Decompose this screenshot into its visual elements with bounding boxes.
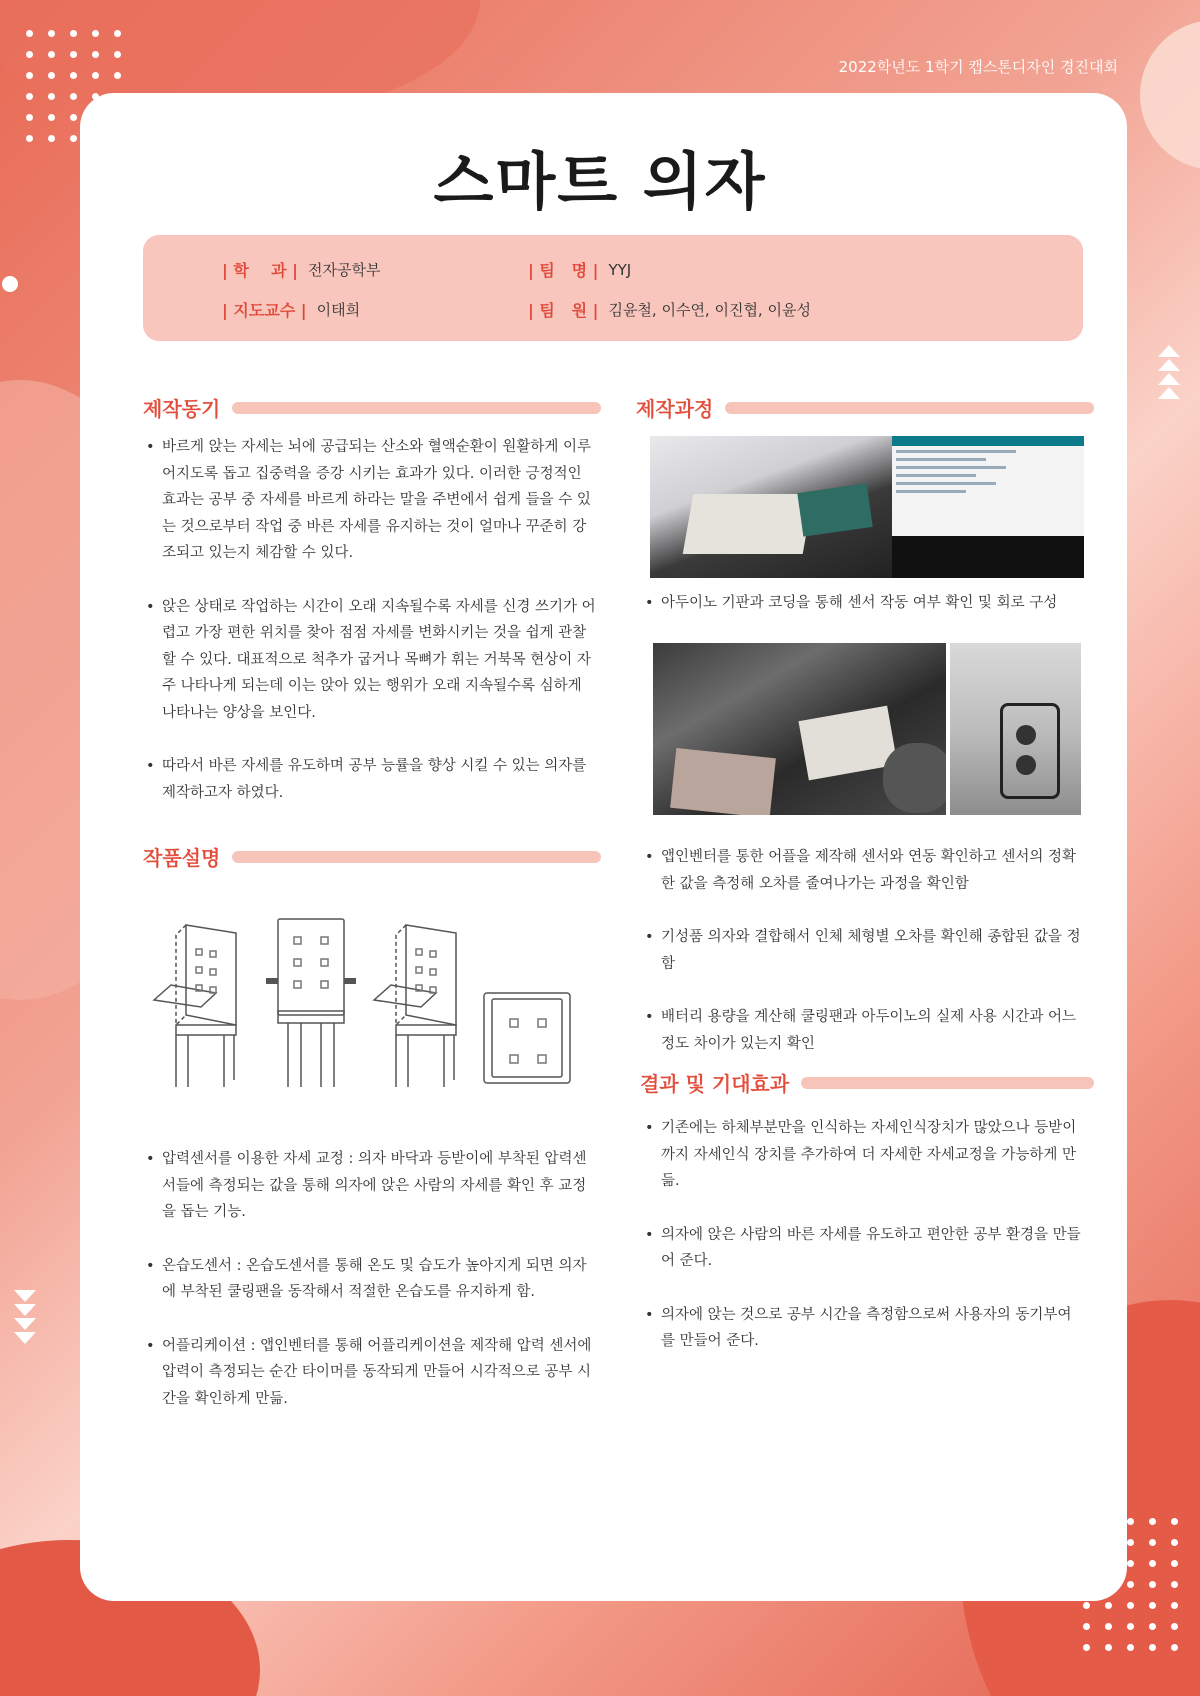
list-item: • 기존에는 하체부분만을 인식하는 자세인식장치가 많았으나 등받이까지 자세인식 장치를 추가하여 더 자세한 자세교정을 가능하게 만듦.: [645, 1115, 1085, 1195]
list-item: • 앱인벤터를 통한 어플을 제작해 센서와 연동 확인하고 센서의 정확한 값을 측정해 오차를 줄여나가는 과정을 확인함: [645, 844, 1085, 897]
list-item: • 배터리 용량을 계산해 쿨링팬과 아두이노의 실제 사용 시간과 어느 정도 차이가 있는지 확인: [645, 1004, 1085, 1057]
section-bar: [725, 402, 1094, 414]
section-title: 제작과정: [636, 397, 714, 421]
process-list: [645, 844, 1085, 1057]
chair-diagram: [146, 915, 606, 1095]
section-title: 결과 및 기대효과: [640, 1072, 790, 1096]
list-item: • 어플리케이션 : 앱인벤터를 통해 어플리케이션을 제작해 압력 센서에 압력이 측정되는 순간 타이머를 동작되게 만들어 시각적으로 공부 시간을 확인하게 만듦.: [146, 1333, 596, 1413]
results-list: [645, 1115, 1085, 1355]
section-title: 제작동기: [143, 397, 221, 421]
section-bar: [232, 851, 601, 863]
up-arrows-icon: [1158, 345, 1180, 399]
list-item: • 바르게 앉는 자세는 뇌에 공급되는 산소와 혈액순환이 원활하게 이루어지도록 돕고 집중력을 증강 시키는 효과가 있다. 이러한 긍정적인 효과는 공부 중 자세를 바르게 하라는 말을 주변에서 쉽게 들을 수 있는 것으로부터 작업 중 바른 자세를 유지하는 것이 얼마나 꾸준히 강조되고 있는지 체감할 수 있다.: [146, 434, 596, 567]
members-value: 김윤철, 이수연, 이진협, 이윤성: [608, 301, 811, 319]
process-caption: [645, 590, 1085, 617]
list-item: • 앉은 상태로 작업하는 시간이 오래 지속될수록 자세를 신경 쓰기가 어렵고 가장 편한 위치를 찾아 점점 자세를 변화시키는 것을 쉽게 관찰할 수 있다. 대표적으로 척추가 굽거나 목뼈가 휘는 거북목 현상이 자주 나타나게 되는데 이는 앉아 있는 행위가 오래 지속될수록 심하게 나타나는 양상을 보인다.: [146, 594, 596, 727]
chair-sensor-photo: [950, 643, 1081, 815]
list-item: • 따라서 바른 자세를 유도하며 공부 능률을 향상 시킬 수 있는 의자를 제작하고자 하였다.: [146, 753, 596, 806]
members-label: | 팀 원 |: [528, 301, 599, 320]
app-test-photo: [653, 643, 946, 815]
motivation-list: [146, 434, 596, 806]
section-title: 작품설명: [143, 846, 221, 870]
arduino-breadboard-photo: [650, 436, 892, 578]
list-item: • 아두이노 기판과 코딩을 통해 센서 작동 여부 확인 및 회로 구성: [645, 590, 1085, 617]
list-item: • 온습도센서 : 온습도센서를 통해 온도 및 습도가 높아지게 되면 의자에 부착된 쿨링팬을 동작해서 적절한 온습도를 유지하게 함.: [146, 1253, 596, 1306]
section-header-description: [143, 842, 601, 871]
info-advisor: [222, 298, 360, 321]
section-header-results: [640, 1068, 1094, 1097]
info-department: [222, 258, 380, 281]
event-name: 2022학년도 1학기 캡스톤디자인 경진대회: [838, 58, 1118, 76]
description-list: [146, 1146, 596, 1412]
section-header-process: [636, 393, 1094, 422]
team-value: YYJ: [608, 260, 632, 279]
page-title: 스마트 의자: [433, 145, 767, 218]
advisor-value: 이태희: [316, 301, 361, 319]
department-value: 전자공학부: [308, 261, 381, 279]
list-item: • 의자에 앉은 사람의 바른 자세를 유도하고 편안한 공부 환경을 만들어 준다.: [645, 1222, 1085, 1275]
down-arrows-icon: [14, 1290, 36, 1344]
info-team: [528, 258, 631, 281]
info-members: [528, 298, 811, 321]
code-editor-screenshot-photo: [892, 436, 1084, 578]
section-bar: [232, 402, 601, 414]
team-label: | 팀 명 |: [528, 261, 599, 280]
team-info-box: [143, 235, 1083, 341]
list-item: • 의자에 앉는 것으로 공부 시간을 측정함으로써 사용자의 동기부여를 만들어 준다.: [645, 1302, 1085, 1355]
list-item: • 압력센서를 이용한 자세 교정 : 의자 바닥과 등받이에 부착된 압력센서들에 측정되는 값을 통해 의자에 앉은 사람의 자세를 확인 후 교정을 돕는 기능.: [146, 1146, 596, 1226]
department-label: | 학 과 |: [222, 261, 299, 280]
advisor-label: | 지도교수 |: [222, 301, 307, 320]
list-item: • 기성품 의자와 결합해서 인체 체형별 오차를 확인해 종합된 값을 정함: [645, 924, 1085, 977]
section-bar: [801, 1077, 1094, 1089]
section-header-motivation: [143, 393, 601, 422]
